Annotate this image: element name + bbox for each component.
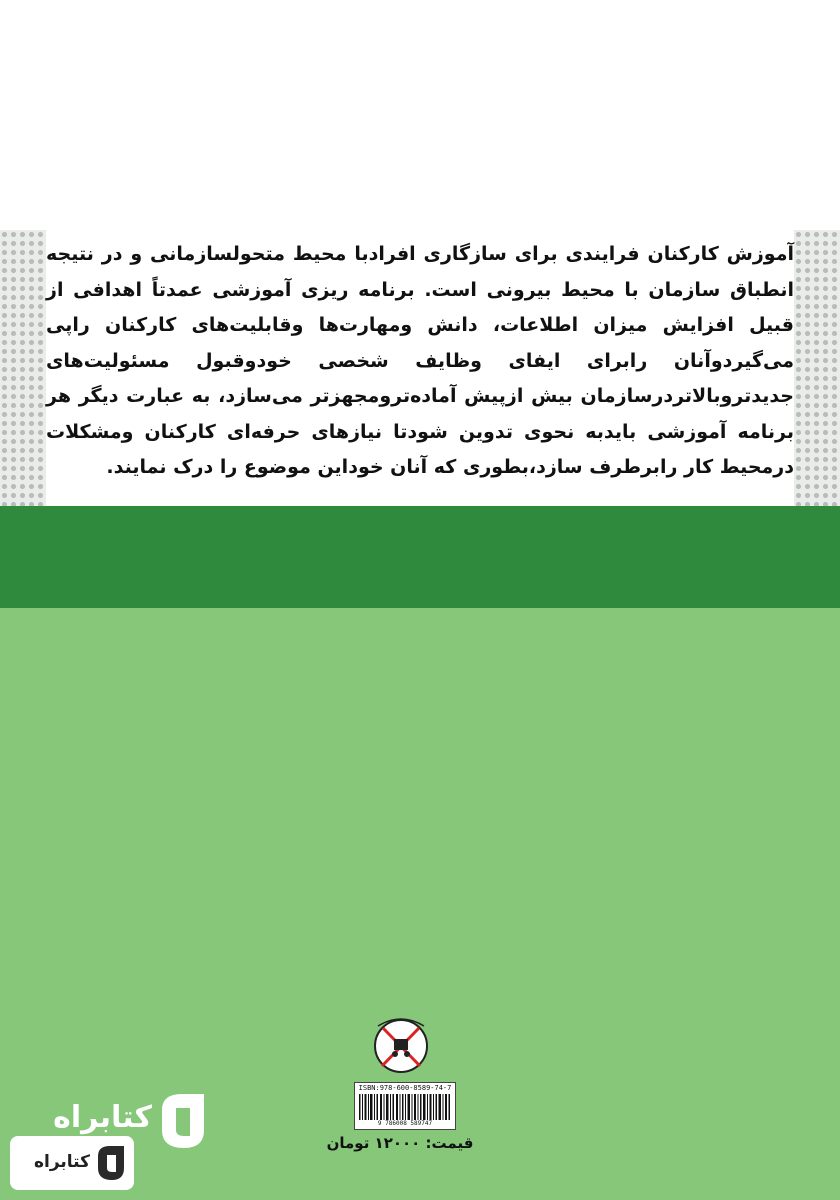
barcode-icon [359, 1094, 451, 1120]
dot-pattern-left [0, 230, 46, 528]
ketabrah-brand-large: کتابراه [53, 1100, 152, 1135]
price-label: قیمت: ۱۲۰۰۰ تومان [326, 1134, 474, 1152]
cover-top-blank [0, 0, 840, 230]
blurb-panel [46, 222, 794, 506]
back-cover-blurb: آموزش کارکنان فرایندی برای سازگاری افرادبا محیط متحولسازمانی و در نتیجه انطباق سازمان با محیط بیرونی است. برنامه ریزی آموزشی عمدتاً اهدافی از قبیل افزایش میزان اطلاعات، دانش ومهارت‌ها وقابلیت‌های کارکنان راپی می‌گیردوآنان رابرای ایفای وظایف شخصی خودوقبول مسئولیت‌های جدیدتروبالاتردرسازمان بیش ازپیش آماده‌ترومجهزتر می‌سازد، به عبارت دیگر هر برنامه آموزشی بایدبه نحوی تدوین شودتا نیازهای حرفه‌ای کارکنان ومشکلات درمحیط کار رابرطرف سازد،بطوری که آنان خوداین موضوع را درک نمایند. [46, 243, 794, 478]
ketabrah-small-logo-icon [94, 1144, 128, 1182]
barcode-number: 9 786008 589747 [377, 1120, 433, 1127]
isbn-barcode-block [354, 1082, 456, 1130]
ketabrah-brand-small: کتابراه [33, 1152, 90, 1172]
isbn-label: ISBN:978-600-8589-74-7 [358, 1084, 452, 1092]
publisher-globe-logo [370, 1008, 432, 1076]
dark-green-band [0, 506, 840, 608]
dot-pattern-right [794, 230, 840, 528]
ketabrah-logo-icon [154, 1090, 210, 1152]
ketabrah-watermark-small [10, 1136, 134, 1190]
